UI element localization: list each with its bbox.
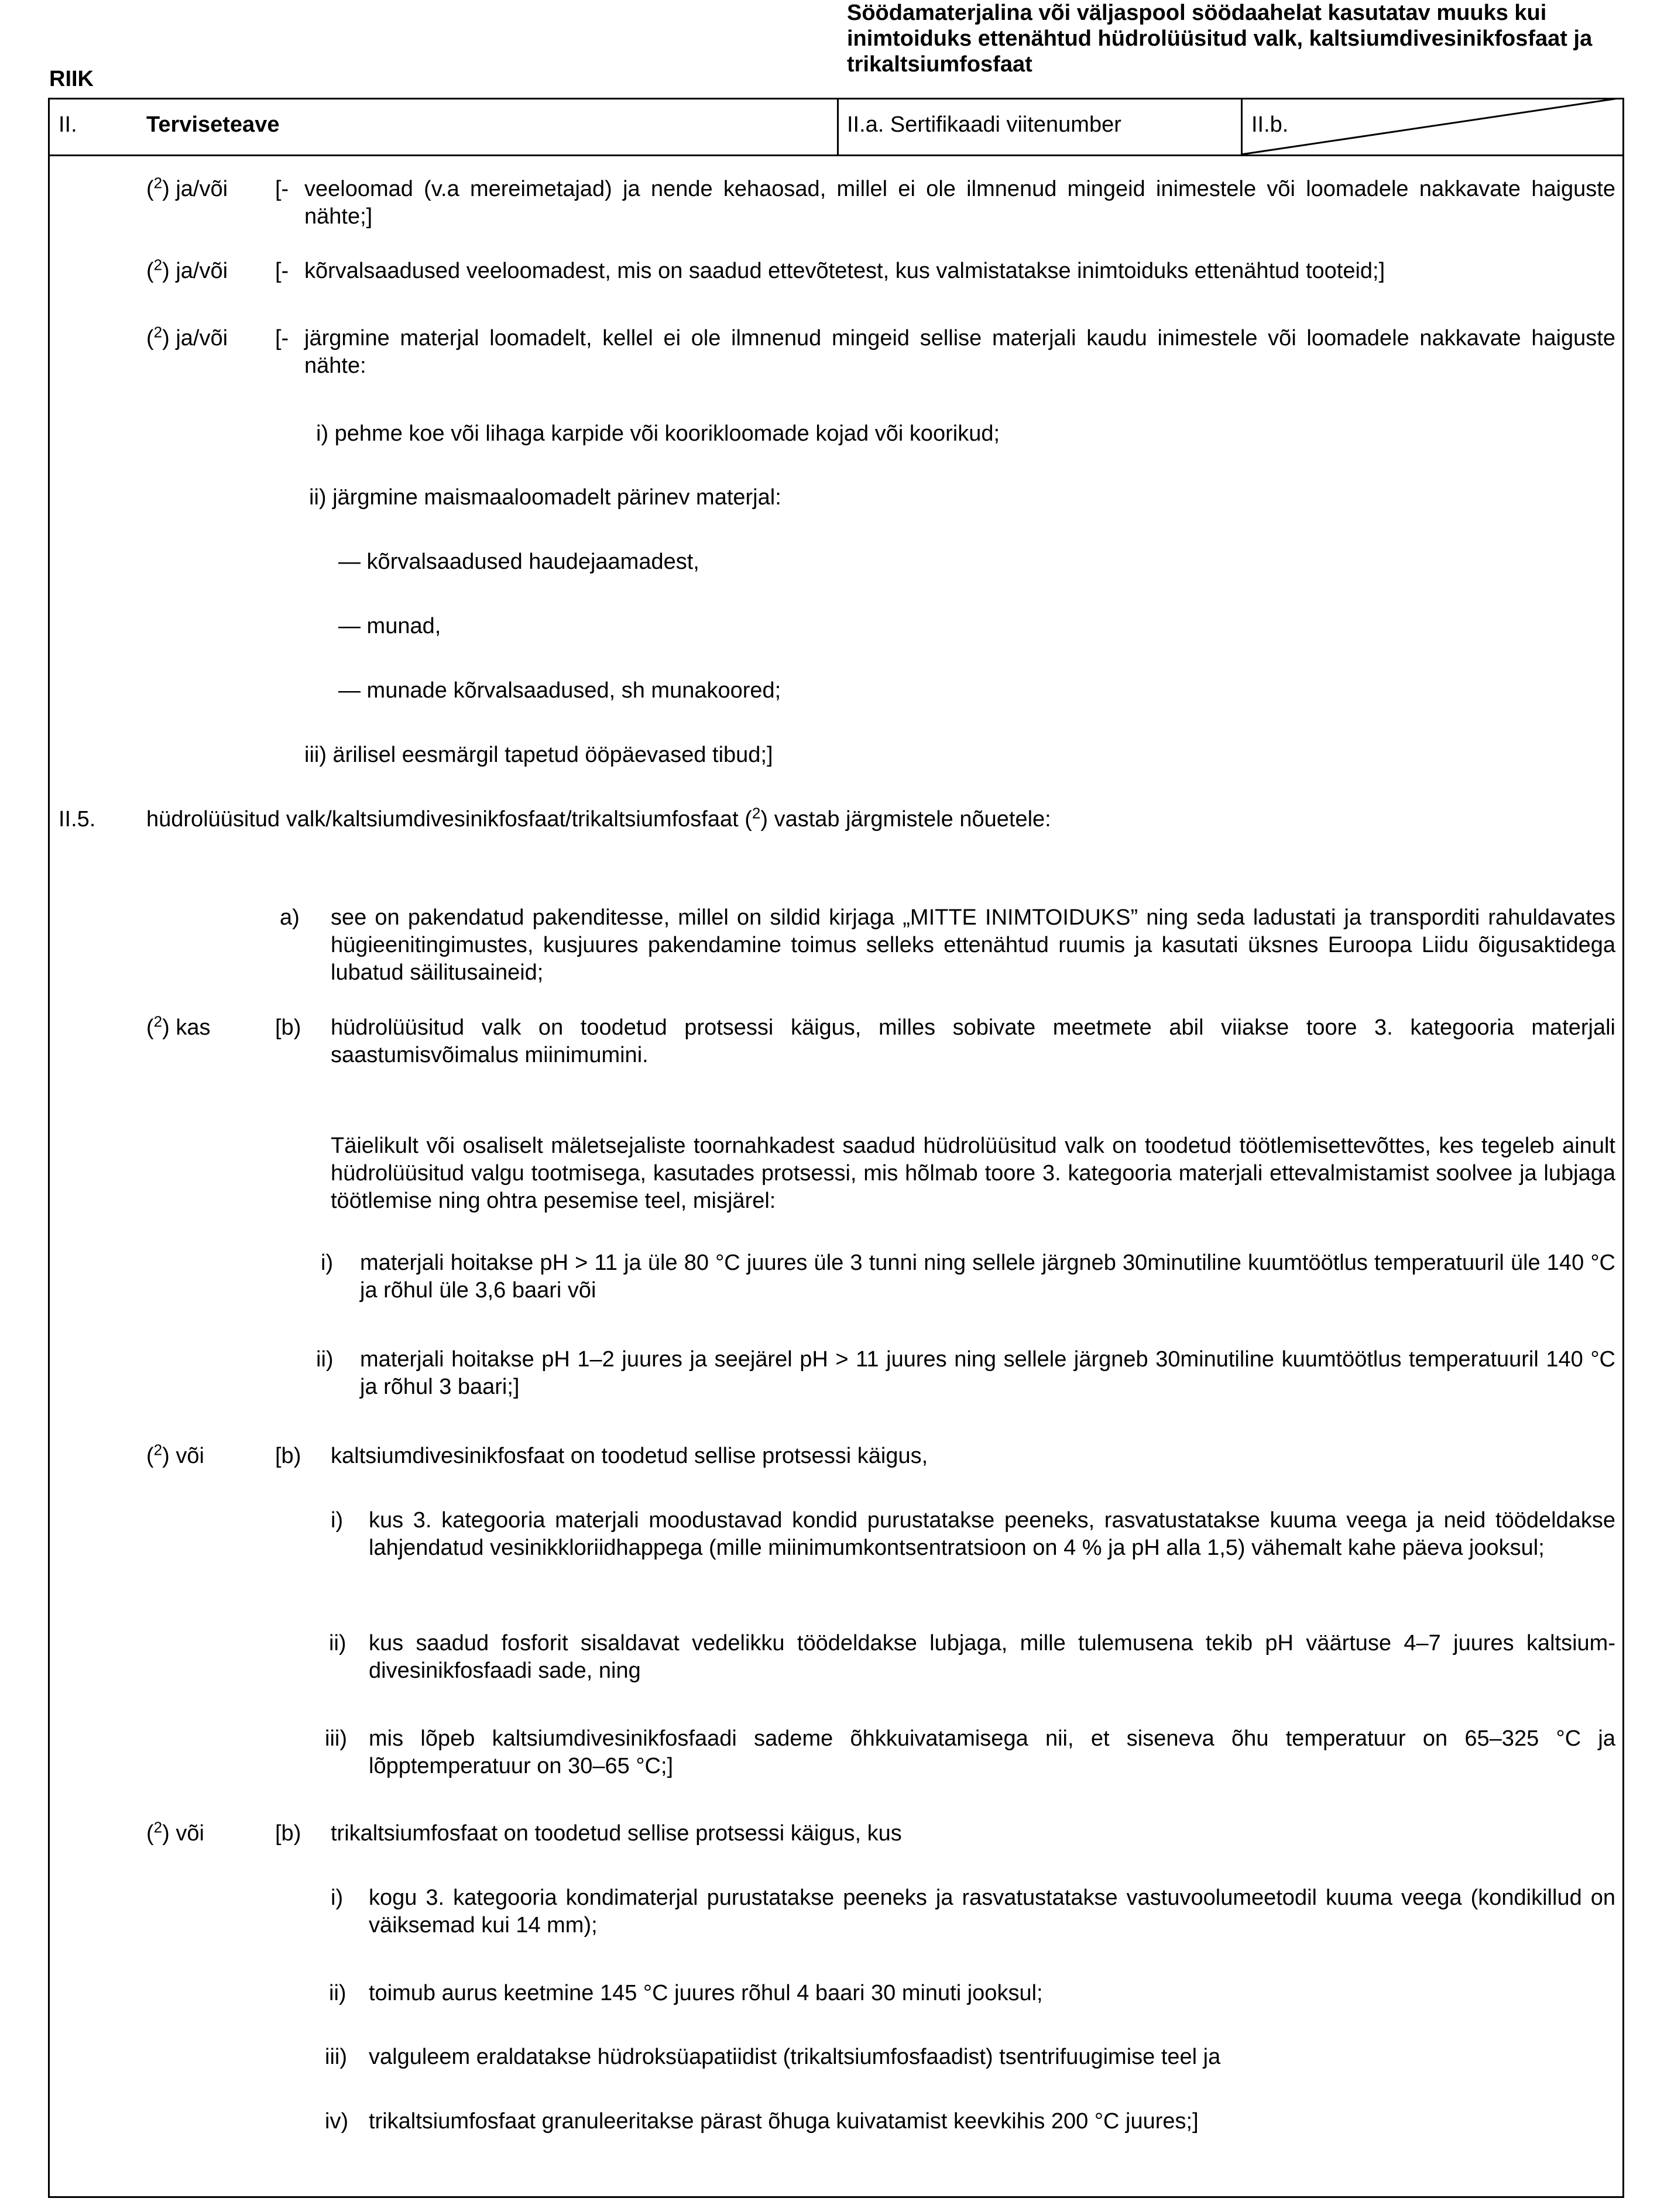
item2-bracket: [- xyxy=(275,259,289,283)
frame-left-rule xyxy=(48,98,50,2198)
b2-prefix: ($^2$) või xyxy=(146,1441,204,1468)
item3-prefix: ($^2$) ja/või xyxy=(146,323,228,351)
b1-label: [b) xyxy=(275,1015,301,1040)
b3-iv-text: trikaltsiumfosfaat granuleeritakse pärast õhuga kuivatamist keevkihis 200 °C juures;] xyxy=(369,2109,1199,2134)
dash-item-1: — kõrvalsaadused haudejaamadest, xyxy=(338,549,699,574)
footnote-ref: 2 xyxy=(153,1818,163,1836)
b3-text: trikaltsiumfosfaat on toodetud sellise protsessi käigus, kus xyxy=(331,1821,902,1846)
b3-i-text: kogu 3. kategooria kondimaterjal purustatakse peeneks ja rasvatustatakse vastuvoolumeetodil kuuma veega (kondikillud on väiksemad kui 14 mm); xyxy=(369,1885,1615,1938)
dash-item-3: — munade kõrvalsaadused, sh munakoored; xyxy=(338,678,781,703)
country-label: RIIK xyxy=(49,67,94,91)
frame-bottom-rule xyxy=(48,2196,1624,2198)
b1-i-label: i) xyxy=(321,1251,334,1275)
footnote-ref: 2 xyxy=(153,1012,163,1031)
b2-i-label: i) xyxy=(331,1508,344,1533)
item1-prefix-text: ja/või xyxy=(176,177,228,201)
b2-iii-text: mis lõpeb kaltsiumdivesinikfosfaadi sademe õhkkuivatamisega nii, et siseneva õhu temperatuur on 65–325 °C ja lõpptemperatuur on 30–65 °C;] xyxy=(369,1726,1615,1778)
b3-iv-label: iv) xyxy=(325,2109,349,2134)
b1-paragraph: Täielikult või osaliselt mäletsejaliste toornahkadest saadud hüdrolüüsitud valk on toodetud töötlemisettevõttes, kes tegeleb ainult hüdrolüüsitud valgu tootmisega, kasutades protsessi, mis hõlmab toore 3. kategooria materjali ettevalmistamist soolvee ja lubjaga töötlemise ning ohtra pesemise teel, misjärel: xyxy=(331,1134,1615,1213)
item2-text: kõrvalsaadused veeloomadest, mis on saadud ettevõtetest, kus valmistatakse inimtoiduks ettenähtud tooteid;] xyxy=(304,259,1385,283)
b2-ii-label: ii) xyxy=(329,1631,346,1655)
item2-prefix: ($^2$) ja/või xyxy=(146,256,228,283)
b2-i-text: kus 3. kategooria materjali moodustavad kondid purustatakse peeneks, rasvatustatakse kuuma veega ja neid töödeldakse lahjendatud vesinikkloriidhappega (mille miinimumkontsentratsioon on 4 % ja pH alla 1,5) vähemalt kahe päeva jooksul; xyxy=(369,1508,1615,1560)
footnote-ref: 2 xyxy=(153,323,163,341)
item3-bracket: [- xyxy=(275,326,289,351)
b3-prefix-text: või xyxy=(176,1821,204,1846)
ii5-heading-a: hüdrolüüsitud valk/kaltsiumdivesinikfosfaat/trikaltsiumfosfaat ( xyxy=(146,807,752,832)
item1-bracket: [- xyxy=(275,177,289,201)
b2-ii-text: kus saadud fosforit sisaldavat vedelikku töödeldakse lubjaga, mille tulemusena tekib pH väärtuse 4–7 juures kaltsiumdivesinikfosfaadi sade, ning xyxy=(369,1631,1615,1683)
item3-text: järgmine materjal loomadelt, kellel ei ole ilmnenud mingeid sellise materjali kaudu inimestele või loomadele nakkavate haiguste nähte: xyxy=(304,326,1615,378)
b3-ii-label: ii) xyxy=(329,1981,346,2005)
b3-ii-text: toimub aurus keetmine 145 °C juures rõhul 4 baari 30 minuti jooksul; xyxy=(369,1981,1043,2005)
b3-label: [b) xyxy=(275,1821,301,1846)
b2-prefix-text: või xyxy=(176,1444,204,1468)
b2-text: kaltsiumdivesinikfosfaat on toodetud sellise protsessi käigus, xyxy=(331,1444,928,1468)
header-divider-1 xyxy=(837,98,839,154)
item1-text: veeloomad (v.a mereimetajad) ja nende kehaosad, millel ei ole ilmnenud mingeid inimestele või loomadele nakkavate haiguste nähte;] xyxy=(304,177,1615,229)
footnote-ref: 2 xyxy=(752,804,761,822)
ii5-heading xyxy=(146,806,1051,833)
b1-ii-label: ii) xyxy=(316,1347,334,1372)
item2-prefix-text: ja/või xyxy=(176,259,228,283)
footnote-ref: 2 xyxy=(153,256,163,274)
b1-text: hüdrolüüsitud valk on toodetud protsessi käigus, milles sobivate meetmete abil viiakse toore 3. kategooria materjali saastumisvõimalus miinimumini. xyxy=(331,1015,1615,1067)
ii5-number: II.5. xyxy=(59,807,96,832)
item-a-label: a) xyxy=(280,905,300,930)
item1-prefix: ($^2$) ja/või xyxy=(146,174,228,201)
dash-item-2: — munad, xyxy=(338,614,441,638)
b1-ii-text: materjali hoitakse pH 1–2 juures ja seejärel pH > 11 juures ning sellele järgneb 30minutiline kuumtöötlus temperatuuril 140 °C ja rõhul 3 baari;] xyxy=(360,1347,1615,1399)
footnote-ref: 2 xyxy=(153,1441,163,1459)
footnote-ref: 2 xyxy=(153,174,163,192)
b1-i-text: materjali hoitakse pH > 11 ja üle 80 °C juures üle 3 tunni ning sellele järgneb 30minutiline kuumtöötlus temperatuuril üle 140 °C ja rõhul üle 3,6 baari või xyxy=(360,1251,1615,1303)
certificate-title: Söödamaterjalina või väljaspool söödaahelat kasutatav muuks kui inimtoiduks ettenähtud hüdrolüüsitud valk, kaltsiumdivesinikfosfaat ja trikaltsiumfosfaat xyxy=(847,1,1593,77)
b3-iii-label: iii) xyxy=(325,2045,347,2069)
ii5-heading-b: ) vastab järgmistele nõuetele: xyxy=(760,807,1051,832)
b2-iii-label: iii) xyxy=(325,1726,347,1751)
frame-right-rule xyxy=(1622,98,1624,2198)
section-number: II. xyxy=(59,112,77,137)
header-diagonal-line xyxy=(1241,98,1624,156)
sub-item-iii: iii) ärilisel eesmärgil tapetud ööpäevased tibud;] xyxy=(304,743,773,767)
item-a-text: see on pakendatud pakenditesse, millel on sildid kirjaga „MITTE INIMTOIDUKS” ning seda ladustati ja transporditi rahuldavates hügieenitingimustes, kusjuures pakendamine toimus selleks ettenähtud ruumis ja kasutati üksnes Euroopa Liidu õigusaktidega lubatud säilitusaineid; xyxy=(331,905,1615,985)
b2-label: [b) xyxy=(275,1444,301,1468)
cert-ref-label: II.a. Sertifikaadi viitenumber xyxy=(847,112,1121,137)
b1-prefix: ($^2$) kas xyxy=(146,1012,211,1040)
sub-item-i: i) pehme koe või lihaga karpide või koorikloomade kojad või koorikud; xyxy=(316,421,1000,446)
section-title: Terviseteave xyxy=(146,112,280,137)
item3-prefix-text: ja/või xyxy=(176,326,228,351)
b1-prefix-text: kas xyxy=(176,1015,211,1040)
iib-label: II.b. xyxy=(1251,112,1289,137)
b3-iii-text: valguleem eraldatakse hüdroksüapatiidist (trikaltsiumfosfaadist) tsentrifuugimise teel ja xyxy=(369,2045,1221,2069)
b3-prefix: ($^2$) või xyxy=(146,1818,204,1846)
b3-i-label: i) xyxy=(331,1885,344,1910)
sub-item-ii: ii) järgmine maismaaloomadelt pärinev materjal: xyxy=(309,485,781,510)
